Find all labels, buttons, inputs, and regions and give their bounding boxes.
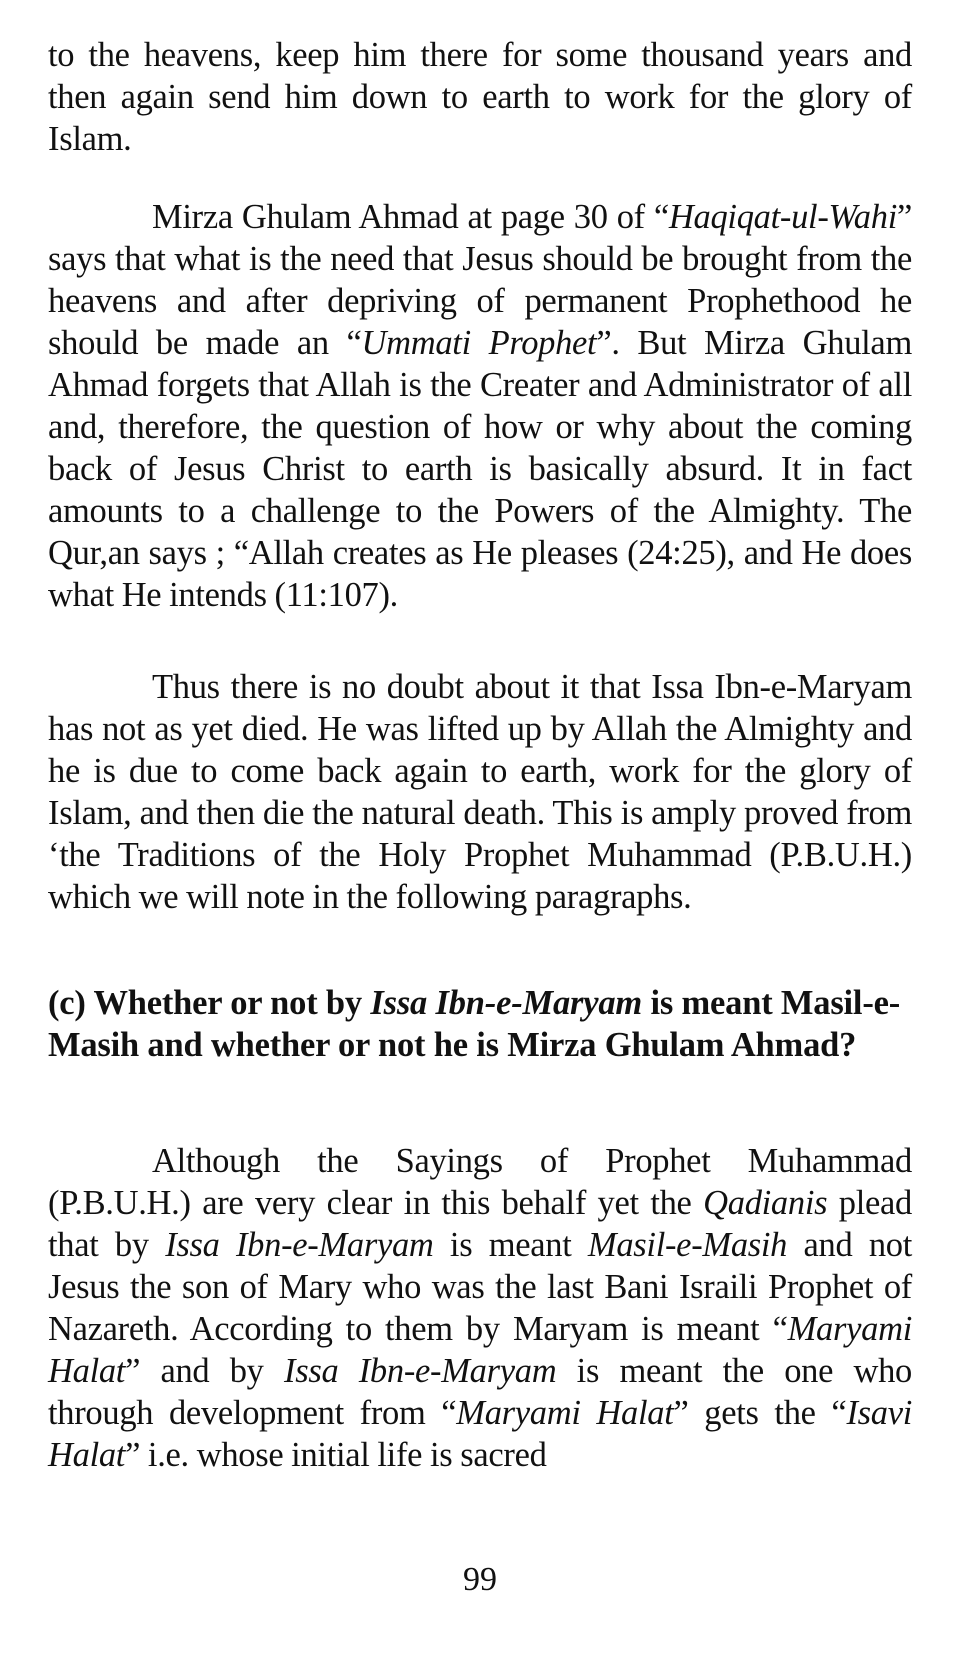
paragraph-3-text: Thus there is no doubt about it that Issa Ibn-e-Maryam has not as yet died. He was lifted up by Allah the Almighty and he is due to come back again to earth, work for the glory of Islam, and then die the natural death. This is amply proved from ‘the Traditions of the Holy Prophet Muhammad (P.B.U.H.) which we will note in the following paragraphs. [48, 668, 912, 916]
heading-text: (c) Whether or not by [48, 984, 371, 1022]
term-masil-e-masih: Masil-e-Masih [587, 1226, 788, 1264]
paragraph-1-text: to the heavens, keep him there for some thousand years and then again send him down to earth to work for the glory of Islam. [48, 36, 912, 158]
paragraph-4 [48, 1140, 912, 1476]
paragraph-1 [48, 34, 912, 160]
paragraph-4-text: ” gets the “ [673, 1394, 847, 1432]
term-issa-ibn-e-maryam: Issa Ibn-e-Maryam [284, 1352, 557, 1390]
paragraph-3 [48, 666, 912, 918]
paragraph-4-text: is meant [433, 1226, 588, 1264]
page-number: 99 [463, 1561, 497, 1598]
term-ummati-prophet: Ummati Prophet [361, 324, 597, 362]
book-title-haqiqat-ul-wahi: Haqiqat-ul-Wahi [668, 198, 897, 236]
paragraph-4-text: and not Jesus the son of Mary who was the last Bani Israili Prophet of Nazareth. According to them by Maryam is meant “ [48, 1226, 912, 1348]
term-isavi-halat: Isavi Halat [48, 1394, 913, 1474]
paragraph-4-text: plead that by [48, 1184, 912, 1264]
paragraph-4-text: ” i.e. whose initial life is sacred [125, 1436, 547, 1474]
paragraph-4-text: Although the Sayings of Prophet Muhammad (P.B.U.H.) are very clear in this behalf yet the [48, 1142, 912, 1222]
term-qadianis: Qadianis [703, 1184, 828, 1222]
paragraph-2-text: ”. But Mirza Ghulam Ahmad forgets that Allah is the Creater and Administrator of all and, therefore, the question of how or why about the coming back of Jesus Christ to earth is basically absurd. It in fact amounts to a challenge to the Powers of the Almighty. The Qur,an says ; “Allah creates as He pleases (24:25), and He does what He intends (11:107). [48, 324, 912, 614]
paragraph-4-text: ” and by [125, 1352, 284, 1390]
paragraph-2-text: ” says that what is the need that Jesus should be brought from the heavens and after depriving of permanent Prophethood he should be made an “ [48, 198, 912, 362]
term-maryami-halat: Maryami Halat [456, 1394, 674, 1432]
paragraph-4-text: is meant the one who through development from “ [48, 1352, 912, 1432]
heading-italic-name: Issa Ibn-e-Maryam [370, 984, 643, 1022]
section-heading [48, 982, 912, 1066]
term-maryami-halat: Maryami Halat [48, 1310, 912, 1390]
term-issa-ibn-e-maryam: Issa Ibn-e-Maryam [165, 1226, 434, 1264]
paragraph-2 [48, 196, 912, 616]
paragraph-2-text: Mirza Ghulam Ahmad at page 30 of “ [152, 198, 669, 236]
heading-text: is meant Masil-e-Masih and whether or not he is Mirza Ghulam Ahmad? [48, 984, 901, 1064]
